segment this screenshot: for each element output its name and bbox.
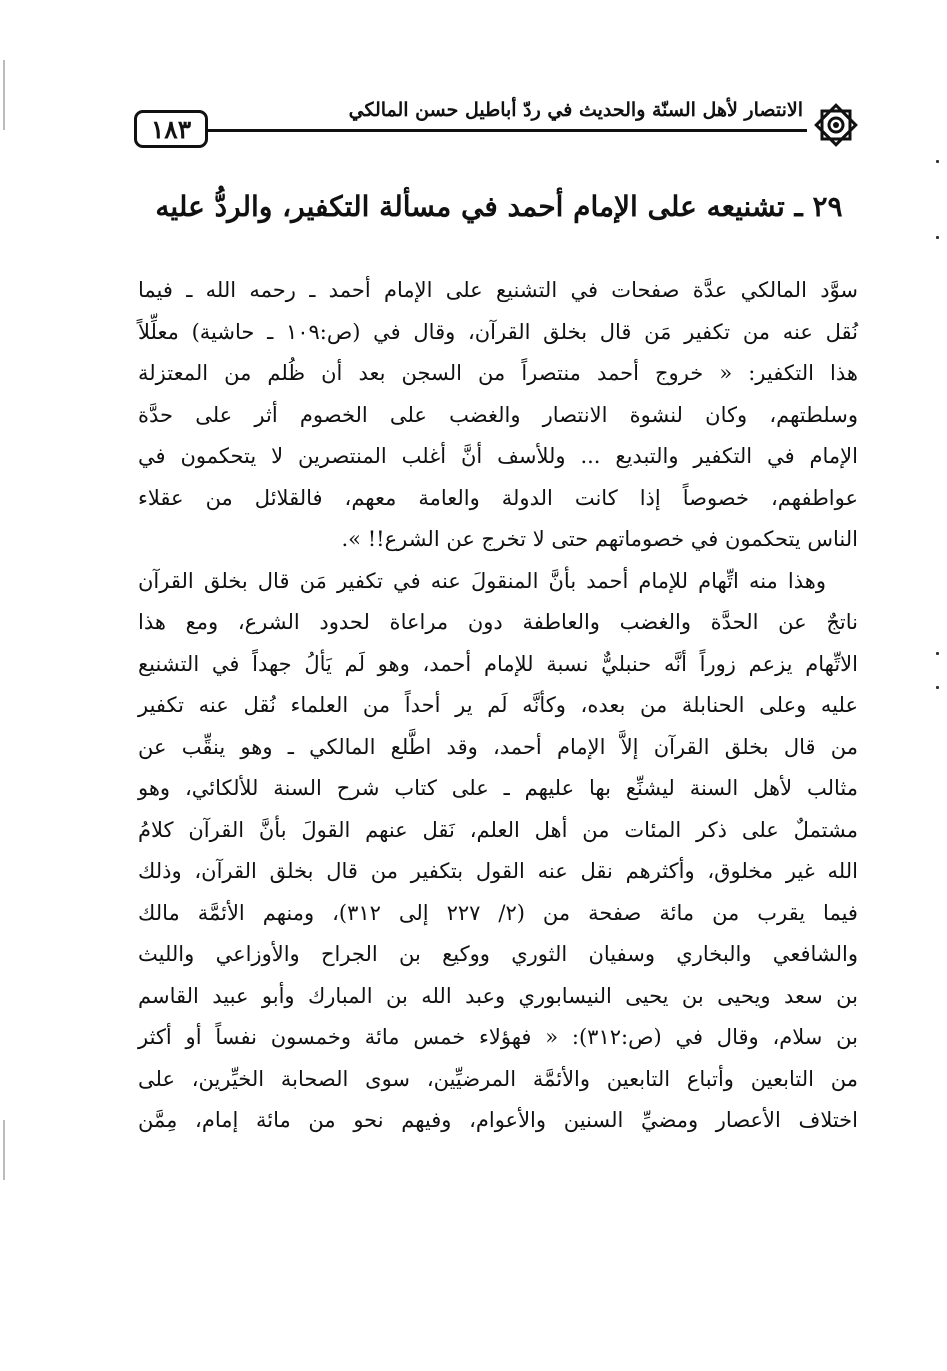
text-line: الإمام في التكفير والتبديع ... وللأسف أنَّ أغلب المنتصرين لا يتحكمون في: [138, 444, 858, 468]
text-line: سوَّد المالكي عدَّة صفحات في التشنيع على الإمام أحمد ـ رحمه الله ـ فيما: [138, 278, 858, 302]
scan-speck: [936, 686, 939, 689]
scan-edge-mark-top: [3, 60, 5, 130]
scan-speck: [936, 160, 939, 163]
text-line: عواطفهم، خصوصاً إذا كانت الدولة والعامة معهم، فالقلائل من عقلاء: [138, 485, 858, 510]
text-line: بن سعد ويحيى بن يحيى النيسابوري وعبد الله بن المبارك وأبو عبيد القاسم: [138, 983, 858, 1008]
page-number: ١٨٣: [134, 110, 208, 148]
text-line: والشافعي والبخاري وسفيان الثوري ووكيع بن الجراح والأوزاعي والليث: [138, 942, 858, 966]
scan-speck: [936, 236, 939, 239]
text-line: من قال بخلق القرآن إلاَّ الإمام أحمد، وقد اطَّلع المالكي ـ وهو ينقِّب عن: [138, 734, 858, 759]
text-line: عليه وعلى الحنابلة من بعده، وكأنَّه لَم ير أحداً من العلماء نُقل عنه تكفير: [138, 693, 858, 717]
page-header: [134, 92, 859, 154]
text-line: هذا التكفير: « خروج أحمد منتصراً من السجن بعد أن ظُلم من المعتزلة: [138, 361, 858, 385]
text-line: الاتِّهام يزعم زوراً أنَّه حنبليٌّ نسبة للإمام أحمد، وهو لَم يَألُ جهداً في التشنيع: [138, 651, 858, 676]
body-text: [138, 270, 858, 1142]
text-line: اختلاف الأعصار ومضيِّ السنين والأعوام، وفيهم نحو من مائة إمام، مِمَّن: [138, 1108, 858, 1132]
header-rule: [206, 129, 807, 132]
scan-edge-mark-bottom: [3, 1120, 5, 1180]
text-line: نُقل عنه من تكفير مَن قال بخلق القرآن، وقال في (ص:١٠٩ ـ حاشية) معلِّلاً: [138, 319, 858, 344]
text-line: ناتجٌ عن الحدَّة والغضب والعاطفة دون مراعاة لحدود الشرع، ومع هذا: [138, 610, 858, 634]
text-line: مثالب لأهل السنة ليشنِّع بها عليهم ـ على كتاب شرح السنة للألكائي، وهو: [138, 776, 858, 800]
floral-ornament-icon: [809, 98, 863, 152]
chapter-title: ٢٩ ـ تشنيعه على الإمام أحمد في مسألة التكفير، والردُّ عليه: [155, 190, 843, 223]
text-line: فيما يقرب من مائة صفحة من (٢/ ٢٢٧ إلى ٣١٢)، ومنهم الأئمَّة مالك: [138, 900, 858, 925]
text-line: بن سلام، وقال في (ص:٣١٢): « فهؤلاء خمس مائة وخمسون نفساً أو أكثر: [138, 1025, 858, 1049]
text-line: من التابعين وأتباع التابعين والأئمَّة المرضيِّين، سوى الصحابة الخيِّرين، على: [138, 1066, 858, 1091]
scan-speck: [936, 652, 939, 655]
text-line: وسلطتهم، وكان لنشوة الانتصار والغضب على الخصوم أثر على حدَّة: [138, 402, 858, 427]
running-title: الانتصار لأهل السنّة والحديث في ردّ أباطيل حسن المالكي: [348, 99, 803, 121]
text-line: وهذا منه اتِّهام للإمام أحمد بأنَّ المنقولَ عنه في تكفير مَن قال بخلق القرآن: [138, 568, 826, 593]
text-line: الله غير مخلوق، وأكثرهم نقل عنه القول بتكفير من قال بخلق القرآن، وذلك: [138, 859, 858, 883]
text-line: مشتملٌ على ذكر المئات من أهل العلم، نَقل عنهم القولَ بأنَّ القرآن كلامُ: [138, 817, 858, 842]
text-line: الناس يتحكمون في خصوماتهم حتى لا تخرج عن الشرع!! ».: [341, 527, 858, 551]
